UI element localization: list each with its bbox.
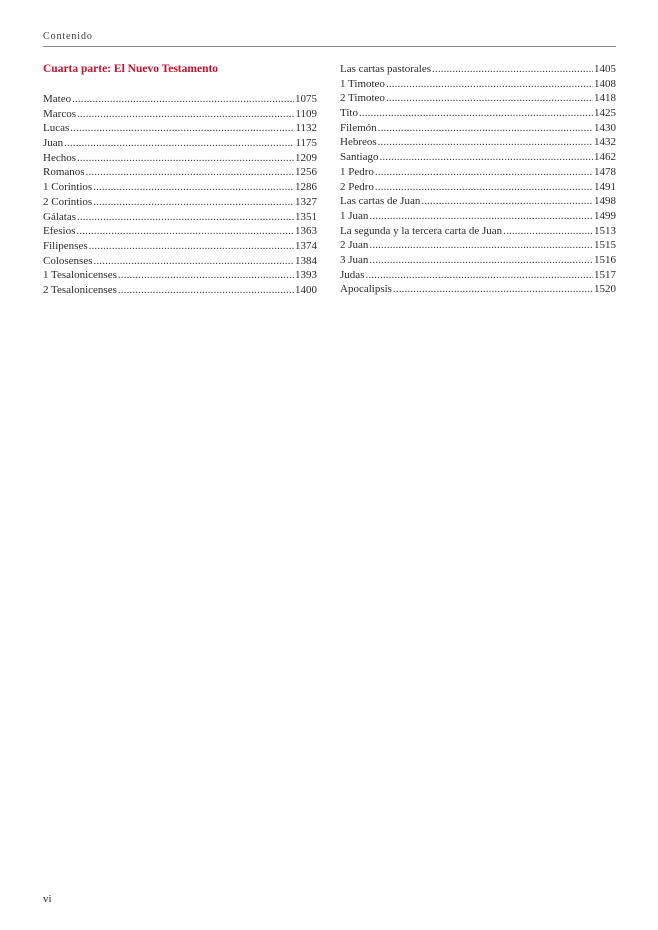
dot-leader bbox=[369, 238, 593, 253]
toc-entry bbox=[43, 121, 317, 136]
dot-leader bbox=[359, 106, 593, 121]
toc-entry-page: 1513 bbox=[594, 224, 616, 237]
toc-entry bbox=[340, 238, 616, 253]
toc-entry-page: 1384 bbox=[295, 254, 317, 267]
toc-entry bbox=[43, 165, 317, 180]
dot-leader bbox=[378, 135, 593, 150]
toc-list-right bbox=[340, 62, 616, 297]
toc-entry bbox=[43, 195, 317, 210]
dot-leader bbox=[77, 151, 294, 166]
toc-entry-page: 1075 bbox=[295, 93, 317, 105]
page-number: vi bbox=[43, 893, 52, 905]
dot-leader bbox=[94, 254, 295, 269]
toc-entry-page: 1515 bbox=[594, 239, 616, 252]
toc-entry bbox=[340, 268, 616, 283]
toc-entry-title: 1 Corintios bbox=[43, 181, 93, 194]
toc-entry-title: 1 Timoteo bbox=[340, 77, 385, 90]
toc-entry-title: Lucas bbox=[43, 122, 70, 135]
dot-leader bbox=[378, 121, 593, 136]
dot-leader bbox=[93, 180, 294, 195]
toc-entry bbox=[340, 253, 616, 268]
dot-leader bbox=[503, 224, 593, 239]
toc-entry-page: 1478 bbox=[594, 165, 616, 178]
dot-leader bbox=[77, 210, 294, 225]
toc-entry bbox=[43, 180, 317, 195]
toc-entry-title: Mateo bbox=[43, 93, 72, 105]
toc-entry-page: 1418 bbox=[594, 92, 616, 105]
toc-column-left bbox=[43, 62, 317, 298]
toc-entry-title: 1 Juan bbox=[340, 209, 369, 222]
toc-entry bbox=[43, 268, 317, 283]
section-title: Cuarta parte: El Nuevo Testamento bbox=[43, 63, 219, 75]
toc-list-left bbox=[43, 92, 317, 298]
toc-entry-page: 1462 bbox=[594, 151, 616, 164]
dot-leader bbox=[118, 283, 294, 298]
dot-leader bbox=[89, 239, 294, 254]
toc-entry-page: 1520 bbox=[594, 283, 616, 296]
toc-entry-title: Marcos bbox=[43, 107, 76, 120]
toc-entry bbox=[43, 210, 317, 225]
toc-entry-page: 1430 bbox=[594, 121, 616, 134]
dot-leader bbox=[386, 77, 593, 92]
toc-entry bbox=[340, 121, 616, 136]
toc-entry bbox=[340, 62, 616, 77]
toc-entry-title: 2 Timoteo bbox=[340, 92, 385, 105]
dot-leader bbox=[421, 194, 593, 209]
toc-entry bbox=[43, 136, 317, 151]
toc-entry-page: 1432 bbox=[594, 136, 616, 149]
toc-entry-page: 1209 bbox=[295, 151, 317, 164]
toc-entry-title: La segunda y la tercera carta de Juan bbox=[340, 224, 503, 237]
toc-entry-page: 1499 bbox=[594, 209, 616, 222]
toc-entry bbox=[43, 92, 317, 107]
toc-entry bbox=[43, 107, 317, 122]
toc-entry bbox=[43, 151, 317, 166]
header-rule bbox=[43, 46, 616, 47]
toc-entry-page: 1374 bbox=[295, 239, 317, 252]
toc-entry bbox=[340, 135, 616, 150]
toc-entry-page: 1408 bbox=[594, 77, 616, 90]
toc-entry-title: Gálatas bbox=[43, 210, 76, 223]
toc-entry-page: 1491 bbox=[594, 180, 616, 193]
toc-entry bbox=[340, 194, 616, 209]
toc-entry-page: 1400 bbox=[295, 283, 317, 296]
toc-entry-page: 1132 bbox=[295, 122, 317, 135]
dot-leader bbox=[365, 268, 593, 283]
toc-entry-title: Tito bbox=[340, 107, 358, 120]
toc-entry-page: 1351 bbox=[295, 210, 317, 223]
toc-entry-title: Filipenses bbox=[43, 239, 88, 252]
toc-entry-title: 2 Tesalonicenses bbox=[43, 283, 117, 296]
toc-entry-page: 1327 bbox=[295, 195, 317, 208]
dot-leader bbox=[76, 224, 294, 239]
toc-entry-title: Apocalipsis bbox=[340, 283, 392, 296]
toc-entry-title: Filemón bbox=[340, 121, 377, 134]
toc-column-right bbox=[340, 62, 616, 297]
dot-leader bbox=[86, 165, 294, 180]
dot-leader bbox=[369, 209, 593, 224]
toc-entry-page: 1405 bbox=[594, 63, 616, 75]
toc-entry-title: 3 Juan bbox=[340, 253, 369, 266]
toc-entry-title: 2 Corintios bbox=[43, 195, 93, 208]
toc-entry-page: 1175 bbox=[295, 137, 317, 150]
toc-entry-page: 1425 bbox=[594, 107, 616, 120]
toc-entry-title: Romanos bbox=[43, 166, 85, 179]
toc-entry-title: Hebreos bbox=[340, 136, 377, 149]
toc-entry-title: Santiago bbox=[340, 151, 379, 164]
toc-entry bbox=[340, 180, 616, 195]
toc-entry bbox=[340, 150, 616, 165]
toc-entry bbox=[340, 91, 616, 106]
toc-entry bbox=[340, 224, 616, 239]
toc-entry-title: Colosenses bbox=[43, 254, 93, 267]
toc-entry-title: 2 Juan bbox=[340, 239, 369, 252]
toc-entry bbox=[43, 224, 317, 239]
dot-leader bbox=[432, 62, 593, 77]
toc-entry-title: 1 Pedro bbox=[340, 165, 374, 178]
toc-entry-title: Juan bbox=[43, 137, 64, 150]
dot-leader bbox=[72, 92, 294, 107]
dot-leader bbox=[375, 165, 593, 180]
dot-leader bbox=[375, 180, 593, 195]
dot-leader bbox=[70, 121, 294, 136]
toc-entry bbox=[340, 77, 616, 92]
toc-entry-page: 1498 bbox=[594, 195, 616, 208]
toc-entry-title: 1 Tesalonicenses bbox=[43, 269, 117, 282]
toc-entry-title: Judas bbox=[340, 268, 365, 281]
dot-leader bbox=[393, 282, 593, 297]
toc-entry-page: 1363 bbox=[295, 225, 317, 238]
toc-entry bbox=[340, 106, 616, 121]
toc-entry-page: 1109 bbox=[295, 107, 317, 120]
dot-leader bbox=[93, 195, 294, 210]
running-head: Contenido bbox=[43, 31, 93, 42]
toc-entry bbox=[43, 283, 317, 298]
dot-leader bbox=[386, 91, 593, 106]
dot-leader bbox=[64, 136, 294, 151]
toc-entry bbox=[340, 282, 616, 297]
dot-leader bbox=[77, 107, 294, 122]
dot-leader bbox=[380, 150, 594, 165]
toc-entry bbox=[340, 209, 616, 224]
toc-entry-title: 2 Pedro bbox=[340, 180, 374, 193]
toc-entry bbox=[340, 165, 616, 180]
toc-entry-title: Las cartas pastorales bbox=[340, 63, 432, 75]
toc-entry-title: Las cartas de Juan bbox=[340, 195, 421, 208]
toc-entry-page: 1517 bbox=[594, 268, 616, 281]
toc-entry bbox=[43, 239, 317, 254]
toc-entry-page: 1256 bbox=[295, 166, 317, 179]
dot-leader bbox=[118, 268, 294, 283]
toc-entry-title: Hechos bbox=[43, 151, 76, 164]
toc-entry-page: 1516 bbox=[594, 253, 616, 266]
dot-leader bbox=[369, 253, 593, 268]
toc-entry bbox=[43, 254, 317, 269]
toc-entry-title: Efesios bbox=[43, 225, 76, 238]
toc-entry-page: 1286 bbox=[295, 181, 317, 194]
toc-entry-page: 1393 bbox=[295, 269, 317, 282]
